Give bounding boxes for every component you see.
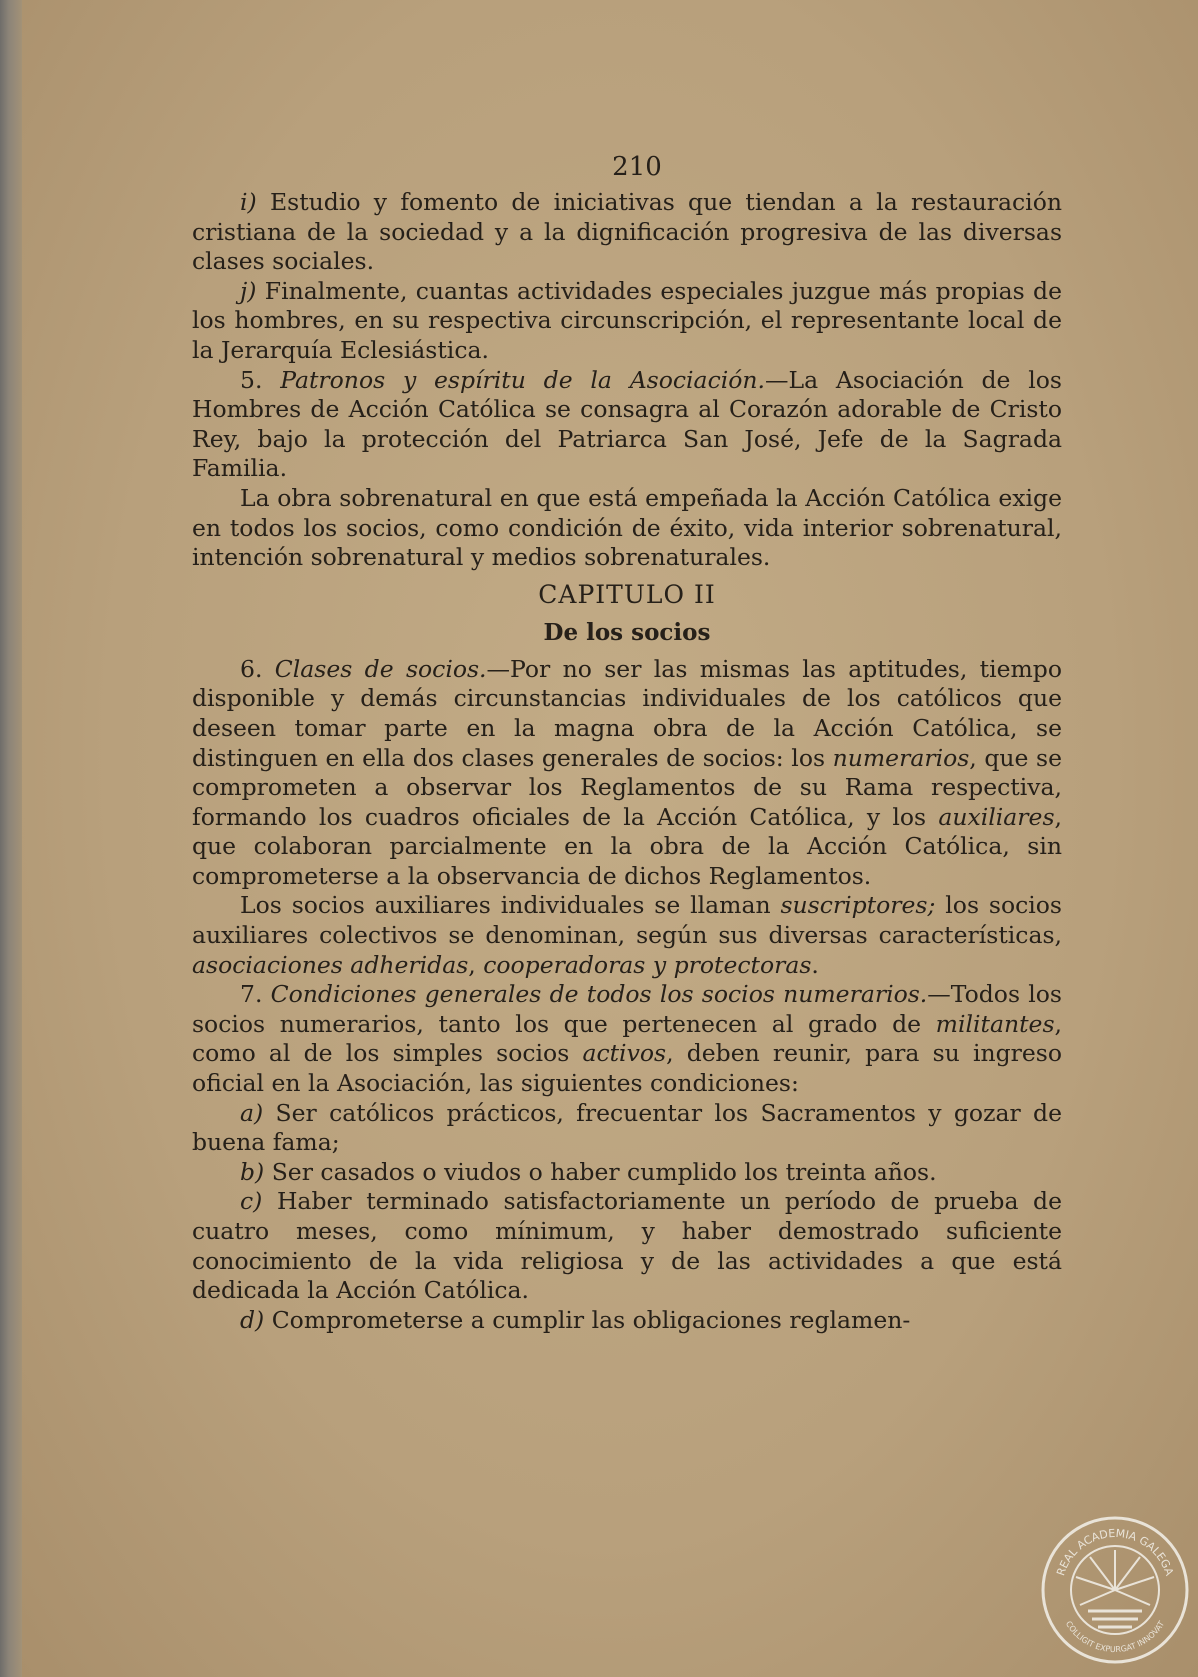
item-label: d) xyxy=(240,1305,265,1334)
condition-d xyxy=(192,1306,1062,1336)
list-item-j xyxy=(192,277,1062,366)
condition-a xyxy=(192,1099,1062,1158)
article-6 xyxy=(192,655,1062,892)
item-text: Finalmente, cuantas actividades especiales juzgue más propias de los hombres, en su respectiva circunscripción, el representante local de la Jerarquía Eclesiástica. xyxy=(192,276,1062,364)
article-title: Clases de socios. xyxy=(274,654,487,683)
item-label: b) xyxy=(240,1157,265,1186)
article-6-paragraph-2 xyxy=(192,891,1062,980)
article-5-paragraph-2: La obra sobrenatural en que está empeñada la Acción Católica exige en todos los socios, como condición de éxito, vida interior sobrenatural, intención sobrenatural y medios sobrenaturales. xyxy=(192,483,1062,572)
term-cooperadoras: cooperadoras y protectoras xyxy=(483,950,812,979)
article-text: los socios auxiliares colectivos se denominan, según sus diversas características, xyxy=(192,891,1062,950)
section-heading: De los socios xyxy=(543,618,711,646)
term-numerarios: numerarios xyxy=(832,743,970,772)
item-text: Comprometerse a cumplir las obligaciones reglamen- xyxy=(271,1305,911,1334)
article-text: . xyxy=(811,950,819,979)
condition-b xyxy=(192,1158,1062,1188)
article-title: Condiciones generales de todos los socios numerarios. xyxy=(270,980,928,1009)
term-auxiliares: auxiliares xyxy=(938,802,1055,831)
item-label: j) xyxy=(240,276,257,305)
list-item-i xyxy=(192,188,1062,277)
article-text: —Por no ser las mismas las aptitudes, tiempo disponible y demás circunstancias individuales de los católicos que deseen tomar parte en la magna obra de la Acción Católica, se distinguen en ella dos clases generales de socios: los xyxy=(192,654,1062,772)
article-text: , xyxy=(468,950,484,979)
sun-rays-icon xyxy=(1076,1550,1154,1605)
book-binding-edge xyxy=(0,0,22,1677)
book-page xyxy=(22,0,1198,1677)
item-text: Ser católicos prácticos, frecuentar los Sacramentos y gozar de buena fama; xyxy=(192,1098,1062,1157)
article-number: 5. xyxy=(240,365,263,394)
item-text: Haber terminado satisfactoriamente un período de prueba de cuatro meses, como mínimum, y haber demostrado suficiente conocimiento de la vida religiosa y de las actividades a que está dedicada la Acción Católica. xyxy=(192,1187,1062,1305)
condition-c xyxy=(192,1187,1062,1305)
item-label: c) xyxy=(240,1187,263,1216)
article-7 xyxy=(192,980,1062,1098)
term-militantes: militantes xyxy=(935,1009,1055,1038)
article-text: —Todos los socios numerarios, tanto los que pertenecen al grado de xyxy=(192,980,1062,1038)
term-asociaciones-adheridas: asociaciones adheridas xyxy=(192,950,469,979)
item-label: i) xyxy=(240,188,257,216)
article-text: , como al de los simples socios xyxy=(192,1009,1062,1068)
item-text: Ser casados o viudos o haber cumplido los treinta años. xyxy=(271,1157,937,1186)
term-suscriptores: suscriptores; xyxy=(780,891,936,920)
stamp-bottom-text: COLLIGIT EXPURGAT INNOVAT xyxy=(1063,1619,1167,1655)
article-title: Patronos y espíritu de la Asociación. xyxy=(280,365,765,394)
article-text: —La Asociación de los Hombres de Acción Católica se consagra al Corazón adorable de Cristo Rey, bajo la protección del Patriarca San José, Jefe de la Sagrada Familia. xyxy=(192,365,1062,483)
page-text xyxy=(192,150,1062,1335)
chapter-heading: CAPITULO II xyxy=(538,579,716,609)
article-text: , que se comprometen a observar los Reglamentos de su Rama respectiva, formando los cuadros oficiales de la Acción Católica, y los xyxy=(192,743,1063,831)
article-text: , que colaboran parcialmente en la obra de la Acción Católica, sin comprometerse a la observancia de dichos Reglamentos. xyxy=(192,802,1062,890)
page-number: 210 xyxy=(612,152,662,182)
academy-seal-stamp xyxy=(1040,1515,1190,1665)
term-activos: activos xyxy=(582,1039,667,1068)
waves-icon xyxy=(1088,1611,1142,1627)
article-5 xyxy=(192,366,1062,484)
item-label: a) xyxy=(240,1098,264,1127)
item-text: Estudio y fomento de iniciativas que tiendan a la restauración cristiana de la sociedad y a la dignificación progresiva de las diversas clases sociales. xyxy=(192,188,1062,276)
article-number: 7. xyxy=(240,980,263,1009)
article-number: 6. xyxy=(240,654,263,683)
stamp-top-text: REAL ACADEMIA GALEGA xyxy=(1054,1526,1176,1578)
article-text: , deben reunir, para su ingreso oficial en la Asociación, las siguientes condiciones: xyxy=(192,1039,1062,1098)
article-text: Los socios auxiliares individuales se llaman xyxy=(240,891,781,920)
